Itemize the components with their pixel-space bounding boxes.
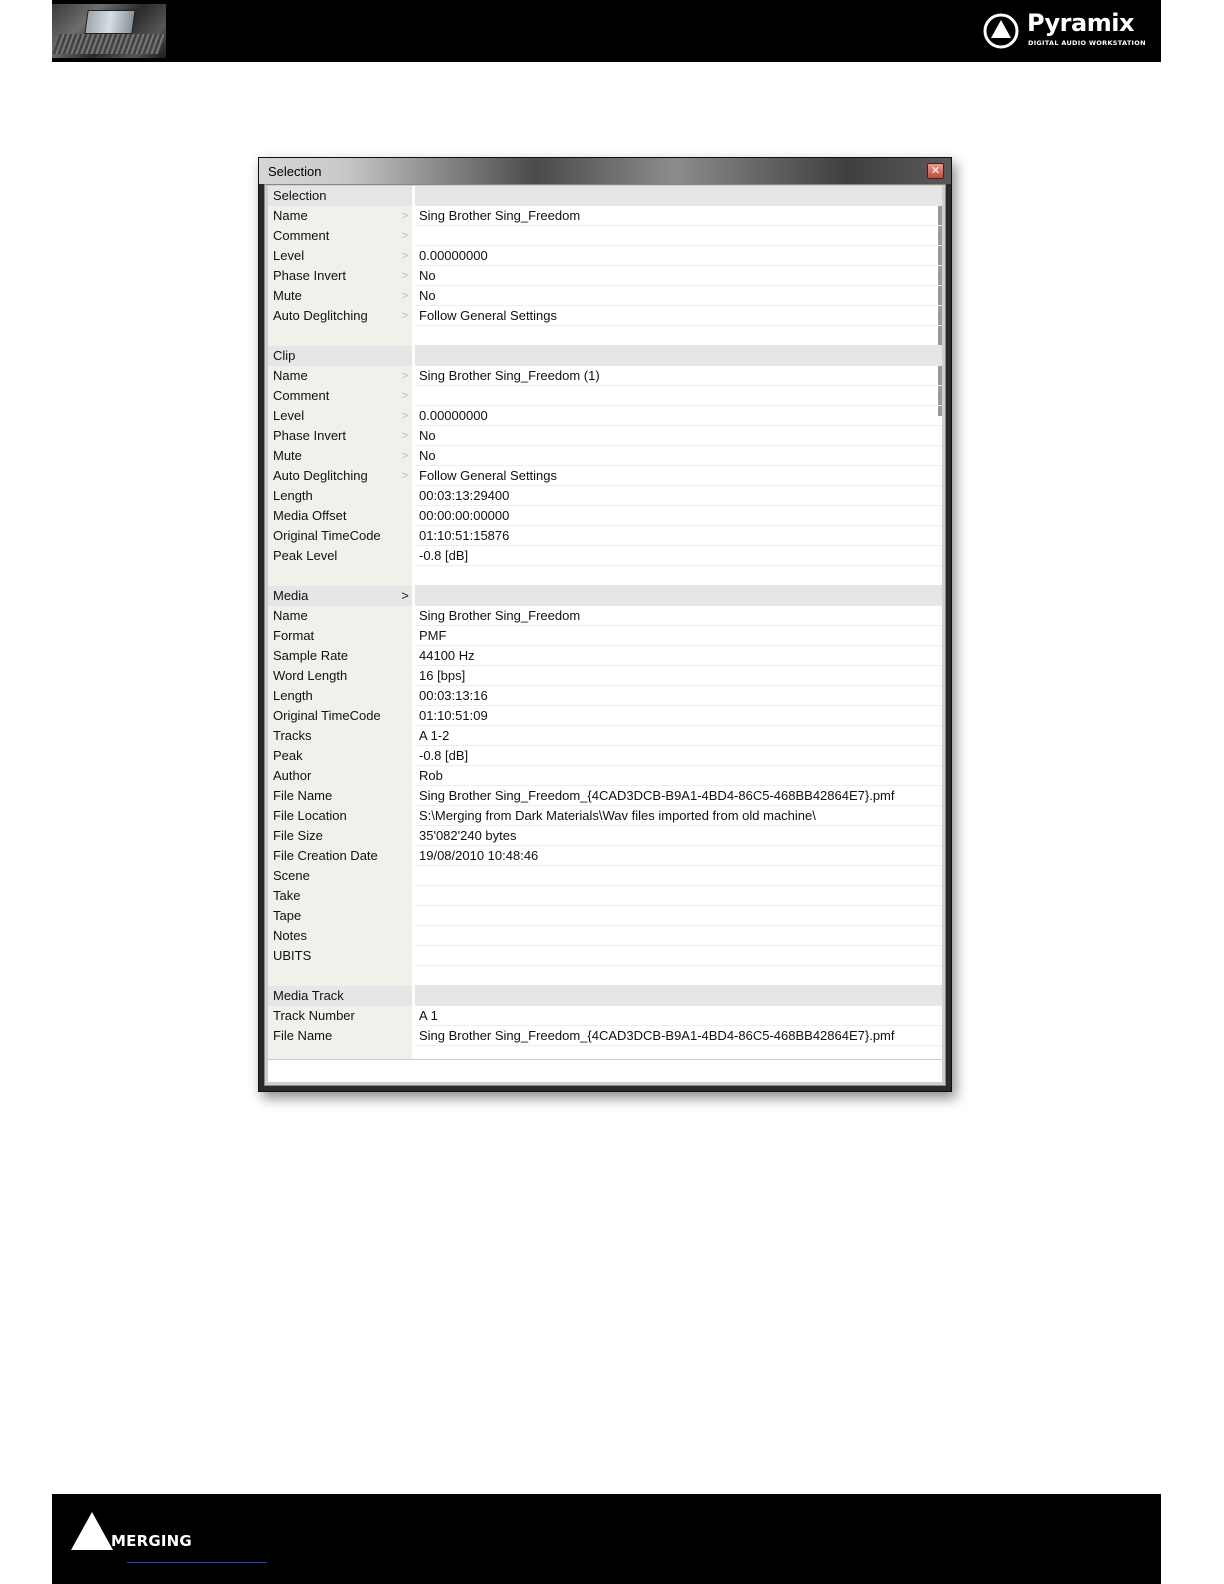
property-label: Comment bbox=[268, 386, 412, 406]
property-value[interactable] bbox=[415, 886, 942, 906]
property-label: UBITS bbox=[268, 946, 412, 966]
spacer-label bbox=[268, 326, 412, 346]
property-value[interactable]: Follow General Settings bbox=[415, 466, 942, 486]
property-grid bbox=[268, 186, 942, 1063]
property-row[interactable] bbox=[268, 526, 942, 546]
spacer-row bbox=[268, 326, 942, 346]
property-label: Phase Invert bbox=[268, 426, 412, 446]
section-header[interactable] bbox=[268, 186, 942, 206]
property-value[interactable] bbox=[415, 226, 942, 246]
property-value[interactable]: No bbox=[415, 286, 942, 306]
property-value[interactable]: Sing Brother Sing_Freedom_{4CAD3DCB-B9A1-4BD4-86C5-468BB42864E7}.pmf bbox=[415, 786, 942, 806]
property-row[interactable] bbox=[268, 886, 942, 906]
property-value[interactable]: A 1 bbox=[415, 1006, 942, 1026]
property-row[interactable] bbox=[268, 1006, 942, 1026]
expand-arrow-icon[interactable]: > bbox=[401, 470, 409, 482]
expand-arrow-icon[interactable]: > bbox=[401, 390, 409, 402]
expand-arrow-icon[interactable]: > bbox=[401, 588, 409, 603]
property-label: File Name bbox=[268, 786, 412, 806]
window-title: Selection bbox=[268, 164, 322, 179]
property-value[interactable] bbox=[415, 946, 942, 966]
property-row[interactable] bbox=[268, 286, 942, 306]
property-value[interactable]: S:\Merging from Dark Materials\Wav files imported from old machine\ bbox=[415, 806, 942, 826]
property-value[interactable]: Follow General Settings bbox=[415, 306, 942, 326]
property-row[interactable] bbox=[268, 906, 942, 926]
property-row[interactable] bbox=[268, 806, 942, 826]
property-row[interactable] bbox=[268, 466, 942, 486]
property-row[interactable] bbox=[268, 506, 942, 526]
header-thumbnail-image bbox=[52, 4, 166, 58]
property-label: Name bbox=[268, 366, 412, 386]
property-value[interactable]: 19/08/2010 10:48:46 bbox=[415, 846, 942, 866]
property-row[interactable] bbox=[268, 626, 942, 646]
property-value[interactable]: 0.00000000 bbox=[415, 406, 942, 426]
section-value-cell bbox=[415, 986, 942, 1006]
property-label: Word Length bbox=[268, 666, 412, 686]
expand-arrow-icon[interactable]: > bbox=[401, 250, 409, 262]
pyramix-brand-name: Pyramix bbox=[1027, 9, 1134, 37]
property-label: Original TimeCode bbox=[268, 706, 412, 726]
property-label: Original TimeCode bbox=[268, 526, 412, 546]
property-value[interactable] bbox=[415, 866, 942, 886]
spacer-value bbox=[415, 566, 942, 586]
property-label: Track Number bbox=[268, 1006, 412, 1026]
section-value-cell bbox=[415, 346, 942, 366]
property-label: Media Offset bbox=[268, 506, 412, 526]
property-row[interactable] bbox=[268, 306, 942, 326]
property-value[interactable]: -0.8 [dB] bbox=[415, 546, 942, 566]
spacer-row bbox=[268, 966, 942, 986]
section-title: Media Track bbox=[268, 986, 412, 1006]
property-label: Phase Invert bbox=[268, 266, 412, 286]
property-row[interactable] bbox=[268, 866, 942, 886]
property-value[interactable]: A 1-2 bbox=[415, 726, 942, 746]
property-label: Length bbox=[268, 486, 412, 506]
property-row[interactable] bbox=[268, 406, 942, 426]
property-value[interactable]: Sing Brother Sing_Freedom_{4CAD3DCB-B9A1-4BD4-86C5-468BB42864E7}.pmf bbox=[415, 1026, 942, 1046]
property-row[interactable] bbox=[268, 666, 942, 686]
section-title: Clip bbox=[268, 346, 412, 366]
property-row[interactable] bbox=[268, 1026, 942, 1046]
property-value[interactable] bbox=[415, 926, 942, 946]
property-label: Comment bbox=[268, 226, 412, 246]
property-label: File Location bbox=[268, 806, 412, 826]
merging-logo bbox=[71, 1512, 216, 1554]
property-value[interactable] bbox=[415, 386, 942, 406]
selection-window bbox=[258, 157, 952, 1092]
section-value-cell bbox=[415, 186, 942, 206]
section-header[interactable] bbox=[268, 346, 942, 366]
property-row[interactable] bbox=[268, 846, 942, 866]
property-label: File Creation Date bbox=[268, 846, 412, 866]
property-value[interactable]: No bbox=[415, 426, 942, 446]
pyramix-logo bbox=[983, 9, 1146, 52]
property-label: Name bbox=[268, 606, 412, 626]
property-label: Peak bbox=[268, 746, 412, 766]
expand-arrow-icon[interactable]: > bbox=[401, 410, 409, 422]
property-row[interactable] bbox=[268, 726, 942, 746]
pyramix-logo-icon bbox=[983, 13, 1019, 49]
property-label: File Size bbox=[268, 826, 412, 846]
property-label: Name bbox=[268, 206, 412, 226]
property-row[interactable] bbox=[268, 486, 942, 506]
property-value[interactable]: No bbox=[415, 446, 942, 466]
property-row[interactable] bbox=[268, 926, 942, 946]
property-value[interactable]: Rob bbox=[415, 766, 942, 786]
property-label: Length bbox=[268, 686, 412, 706]
close-icon: ✕ bbox=[930, 164, 941, 177]
property-value[interactable]: 35'082'240 bytes bbox=[415, 826, 942, 846]
property-value[interactable]: 00:03:13:16 bbox=[415, 686, 942, 706]
property-row[interactable] bbox=[268, 646, 942, 666]
section-header[interactable] bbox=[268, 586, 942, 606]
expand-arrow-icon[interactable]: > bbox=[401, 230, 409, 242]
property-value[interactable]: PMF bbox=[415, 626, 942, 646]
property-value[interactable]: 00:00:00:00000 bbox=[415, 506, 942, 526]
expand-arrow-icon[interactable]: > bbox=[401, 210, 409, 222]
property-row[interactable] bbox=[268, 946, 942, 966]
spacer-value bbox=[415, 326, 942, 346]
expand-arrow-icon[interactable]: > bbox=[401, 370, 409, 382]
property-label: Notes bbox=[268, 926, 412, 946]
property-label: Scene bbox=[268, 866, 412, 886]
property-value[interactable] bbox=[415, 906, 942, 926]
property-row[interactable] bbox=[268, 246, 942, 266]
property-row[interactable] bbox=[268, 426, 942, 446]
window-content bbox=[264, 184, 946, 1086]
spacer-row bbox=[268, 566, 942, 586]
close-button[interactable] bbox=[927, 163, 944, 179]
property-row[interactable] bbox=[268, 226, 942, 246]
property-row[interactable] bbox=[268, 686, 942, 706]
property-row[interactable] bbox=[268, 786, 942, 806]
property-label: Auto Deglitching bbox=[268, 306, 412, 326]
property-row[interactable] bbox=[268, 266, 942, 286]
merging-brand-name: MERGING bbox=[111, 1532, 192, 1550]
pyramix-tagline: DIGITAL AUDIO WORKSTATION bbox=[1028, 39, 1146, 47]
property-row[interactable] bbox=[268, 546, 942, 566]
property-value[interactable]: Sing Brother Sing_Freedom bbox=[415, 606, 942, 626]
property-label: Auto Deglitching bbox=[268, 466, 412, 486]
property-row[interactable] bbox=[268, 206, 942, 226]
section-title: Media bbox=[268, 586, 412, 606]
property-label: Mute bbox=[268, 286, 412, 306]
merging-logo-icon bbox=[71, 1512, 113, 1550]
property-label: Author bbox=[268, 766, 412, 786]
section-header[interactable] bbox=[268, 986, 942, 1006]
property-value[interactable]: 0.00000000 bbox=[415, 246, 942, 266]
spacer-label bbox=[268, 966, 412, 986]
property-value[interactable]: Sing Brother Sing_Freedom (1) bbox=[415, 366, 942, 386]
property-row[interactable] bbox=[268, 446, 942, 466]
property-label: Level bbox=[268, 246, 412, 266]
property-value[interactable]: 00:03:13:29400 bbox=[415, 486, 942, 506]
spacer-value bbox=[415, 966, 942, 986]
window-statusbar bbox=[268, 1059, 942, 1082]
window-titlebar[interactable] bbox=[259, 158, 951, 184]
property-value[interactable]: 44100 Hz bbox=[415, 646, 942, 666]
expand-arrow-icon[interactable]: > bbox=[401, 450, 409, 462]
expand-arrow-icon[interactable]: > bbox=[401, 290, 409, 302]
property-value[interactable]: Sing Brother Sing_Freedom bbox=[415, 206, 942, 226]
property-label: Mute bbox=[268, 446, 412, 466]
page-footer bbox=[52, 1494, 1161, 1584]
section-value-cell bbox=[415, 586, 942, 606]
page-header bbox=[52, 0, 1161, 62]
property-label: Tape bbox=[268, 906, 412, 926]
expand-arrow-icon[interactable]: > bbox=[401, 310, 409, 322]
property-value[interactable]: 01:10:51:09 bbox=[415, 706, 942, 726]
property-value[interactable]: No bbox=[415, 266, 942, 286]
spacer-label bbox=[268, 566, 412, 586]
expand-arrow-icon[interactable]: > bbox=[401, 430, 409, 442]
property-label: Tracks bbox=[268, 726, 412, 746]
property-row[interactable] bbox=[268, 766, 942, 786]
property-label: Sample Rate bbox=[268, 646, 412, 666]
property-row[interactable] bbox=[268, 706, 942, 726]
property-label: Format bbox=[268, 626, 412, 646]
property-value[interactable]: 16 [bps] bbox=[415, 666, 942, 686]
property-row[interactable] bbox=[268, 366, 942, 386]
expand-arrow-icon[interactable]: > bbox=[401, 270, 409, 282]
property-label: Level bbox=[268, 406, 412, 426]
property-row[interactable] bbox=[268, 826, 942, 846]
property-label: File Name bbox=[268, 1026, 412, 1046]
property-value[interactable]: 01:10:51:15876 bbox=[415, 526, 942, 546]
property-label: Take bbox=[268, 886, 412, 906]
section-title: Selection bbox=[268, 186, 412, 206]
property-row[interactable] bbox=[268, 386, 942, 406]
footer-link[interactable] bbox=[127, 1562, 267, 1563]
property-value[interactable]: -0.8 [dB] bbox=[415, 746, 942, 766]
property-row[interactable] bbox=[268, 606, 942, 626]
property-label: Peak Level bbox=[268, 546, 412, 566]
property-row[interactable] bbox=[268, 746, 942, 766]
